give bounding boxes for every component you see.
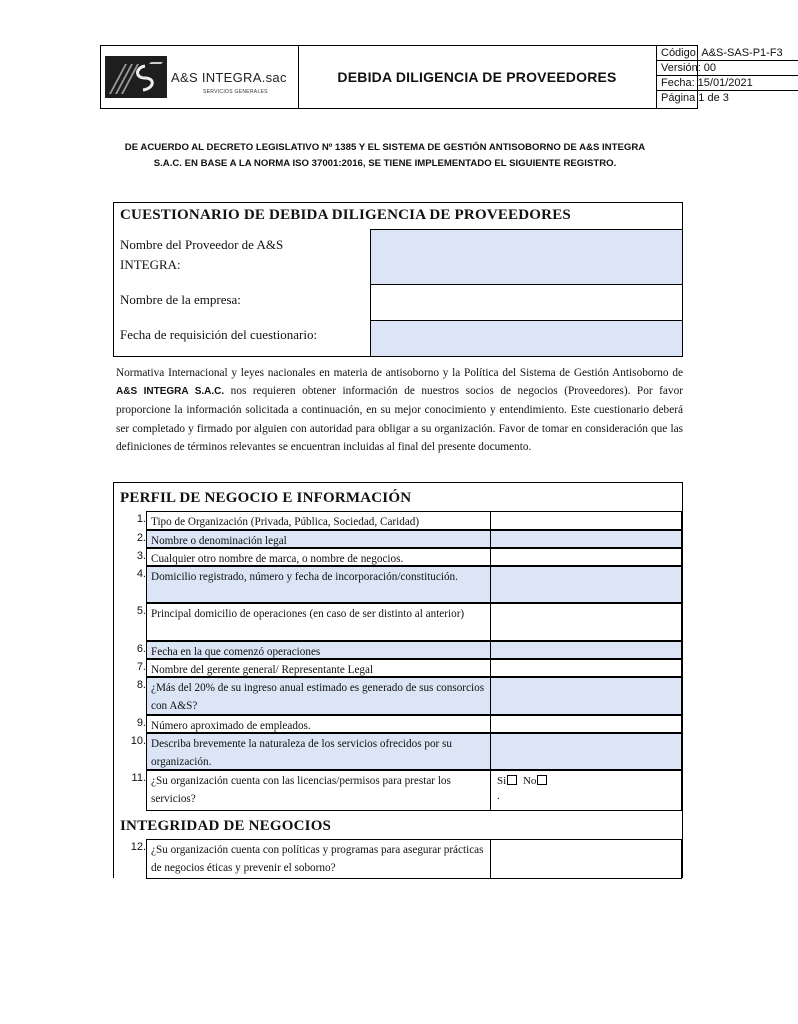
fecha-requisicion-field[interactable] bbox=[370, 320, 683, 357]
meta-codigo: Código: A&S-SAS-P1-F3 bbox=[657, 46, 798, 61]
row-number: 3. bbox=[136, 550, 146, 562]
label-empresa: Nombre de la empresa: bbox=[120, 292, 241, 307]
row-question: Describa brevemente la naturaleza de los servicios ofrecidos por su organización. bbox=[146, 733, 491, 770]
perfil-table bbox=[113, 482, 683, 878]
row-question: ¿Más del 20% de su ingreso anual estimado es generado de sus consorcios con A&S? bbox=[146, 677, 491, 715]
label-proveedor-line1: Nombre del Proveedor de A&S bbox=[120, 237, 284, 252]
table-row bbox=[114, 733, 682, 770]
row-question: ¿Su organización cuenta con políticas y programas para asegurar prácticas de negocios éticas y prevenir el soborno? bbox=[146, 839, 491, 879]
meta-pagina: Página 1 de 3 bbox=[661, 92, 729, 104]
perfil-title: PERFIL DE NEGOCIO E INFORMACIÓN bbox=[120, 490, 412, 506]
table-row bbox=[114, 641, 682, 659]
answer-dot: . bbox=[497, 790, 500, 802]
row-answer-field[interactable] bbox=[491, 603, 682, 641]
row-number: 4. bbox=[136, 568, 146, 580]
logo-cell bbox=[101, 46, 299, 108]
row-answer-field[interactable] bbox=[491, 511, 682, 530]
decree-statement: DE ACUERDO AL DECRETO LEGISLATIVO Nº 1385 Y EL SISTEMA DE GESTIÓN ANTISOBORNO DE A&S INTEGRA S.A.C. EN BASE A LA NORMA ISO 37001:2016, SE TIENE IMPLEMENTADO EL SIGUIENTE REGISTRO. bbox=[124, 142, 646, 169]
meta-version: Versión: 00 bbox=[657, 61, 798, 76]
row-number: 5. bbox=[136, 605, 146, 617]
table-row bbox=[114, 839, 682, 879]
document-header bbox=[100, 45, 783, 109]
table-row bbox=[114, 566, 682, 603]
row-answer-field[interactable] bbox=[491, 677, 682, 715]
cuestionario-table bbox=[113, 202, 683, 357]
row-answer-field[interactable] bbox=[491, 530, 682, 548]
row-answer-field[interactable] bbox=[491, 839, 682, 879]
table-row bbox=[114, 530, 682, 548]
table-row bbox=[114, 603, 682, 641]
document-meta bbox=[657, 46, 798, 108]
table-row bbox=[114, 715, 682, 733]
row-question: ¿Su organización cuenta con las licencias/permisos para prestar los servicios? bbox=[146, 770, 491, 811]
row-answer-field[interactable] bbox=[491, 659, 682, 677]
no-label: No bbox=[522, 775, 537, 787]
row-question: Cualquier otro nombre de marca, o nombre de negocios. bbox=[146, 548, 491, 566]
table-row bbox=[114, 511, 682, 530]
row-question: Nombre o denominación legal bbox=[146, 530, 491, 548]
si-checkbox[interactable] bbox=[507, 775, 517, 785]
logo-subtitle: SERVICIOS GENERALES bbox=[203, 89, 268, 95]
row-question: Número aproximado de empleados. bbox=[146, 715, 491, 733]
table-row bbox=[114, 659, 682, 677]
no-checkbox[interactable] bbox=[537, 775, 547, 785]
meta-fecha: Fecha: 15/01/2021 bbox=[657, 76, 798, 91]
licencias-answer bbox=[491, 770, 682, 811]
intro-company: A&S INTEGRA S.A.C. bbox=[116, 386, 225, 398]
row-number: 6. bbox=[136, 643, 146, 655]
proveedor-field[interactable] bbox=[370, 229, 683, 285]
row-number: 12. bbox=[130, 841, 146, 853]
row-answer-field[interactable] bbox=[491, 733, 682, 770]
intro-text-2: nos requieren obtener información de nuestros socios de negocios (Proveedores). Por favor proporcione la información solicitada a continuación, en su mejor conocimiento y entendimiento. Este cuestionario deberá ser completado y firmado por alguien con autoridad para obligar a su organización. Favor de tomar en consideración que las definiciones de términos relevantes se encuentran incluidas al final del presente documento. bbox=[116, 385, 683, 453]
company-logo-icon bbox=[105, 56, 167, 98]
row-number: 11. bbox=[131, 772, 146, 784]
si-label: Si bbox=[497, 775, 507, 787]
label-proveedor-line2: INTEGRA: bbox=[120, 257, 181, 272]
integridad-title: INTEGRIDAD DE NEGOCIOS bbox=[120, 818, 332, 834]
row-number: 9. bbox=[136, 717, 146, 729]
row-number: 2. bbox=[136, 532, 146, 544]
row-number: 7. bbox=[136, 661, 146, 673]
row-question: Principal domicilio de operaciones (en caso de ser distinto al anterior) bbox=[146, 603, 491, 641]
table-row bbox=[114, 770, 682, 811]
row-answer-field[interactable] bbox=[491, 641, 682, 659]
row-number: 10. bbox=[130, 735, 146, 747]
table-row bbox=[114, 677, 682, 715]
row-answer-field[interactable] bbox=[491, 548, 682, 566]
row-number: 1. bbox=[136, 513, 146, 525]
row-answer-field[interactable] bbox=[491, 566, 682, 603]
row-answer-field[interactable] bbox=[491, 715, 682, 733]
table-row bbox=[114, 548, 682, 566]
intro-paragraph bbox=[116, 364, 683, 456]
cuestionario-title: CUESTIONARIO DE DEBIDA DILIGENCIA DE PROVEEDORES bbox=[120, 207, 571, 223]
row-question: Nombre del gerente general/ Representante Legal bbox=[146, 659, 491, 677]
row-question: Tipo de Organización (Privada, Pública, Sociedad, Caridad) bbox=[146, 511, 491, 530]
row-question: Fecha en la que comenzó operaciones bbox=[146, 641, 491, 659]
document-title: DEBIDA DILIGENCIA DE PROVEEDORES bbox=[298, 46, 657, 108]
empresa-field[interactable] bbox=[370, 284, 683, 321]
row-number: 8. bbox=[136, 679, 146, 691]
intro-text-1: Normativa Internacional y leyes nacionales en materia de antisoborno y la Política del Sistema de Gestión Antisoborno de bbox=[116, 367, 683, 379]
label-fecha-requisicion: Fecha de requisición del cuestionario: bbox=[120, 327, 318, 342]
row-question: Domicilio registrado, número y fecha de incorporación/constitución. bbox=[146, 566, 491, 603]
logo-text: A&S INTEGRA.sac bbox=[171, 70, 287, 85]
